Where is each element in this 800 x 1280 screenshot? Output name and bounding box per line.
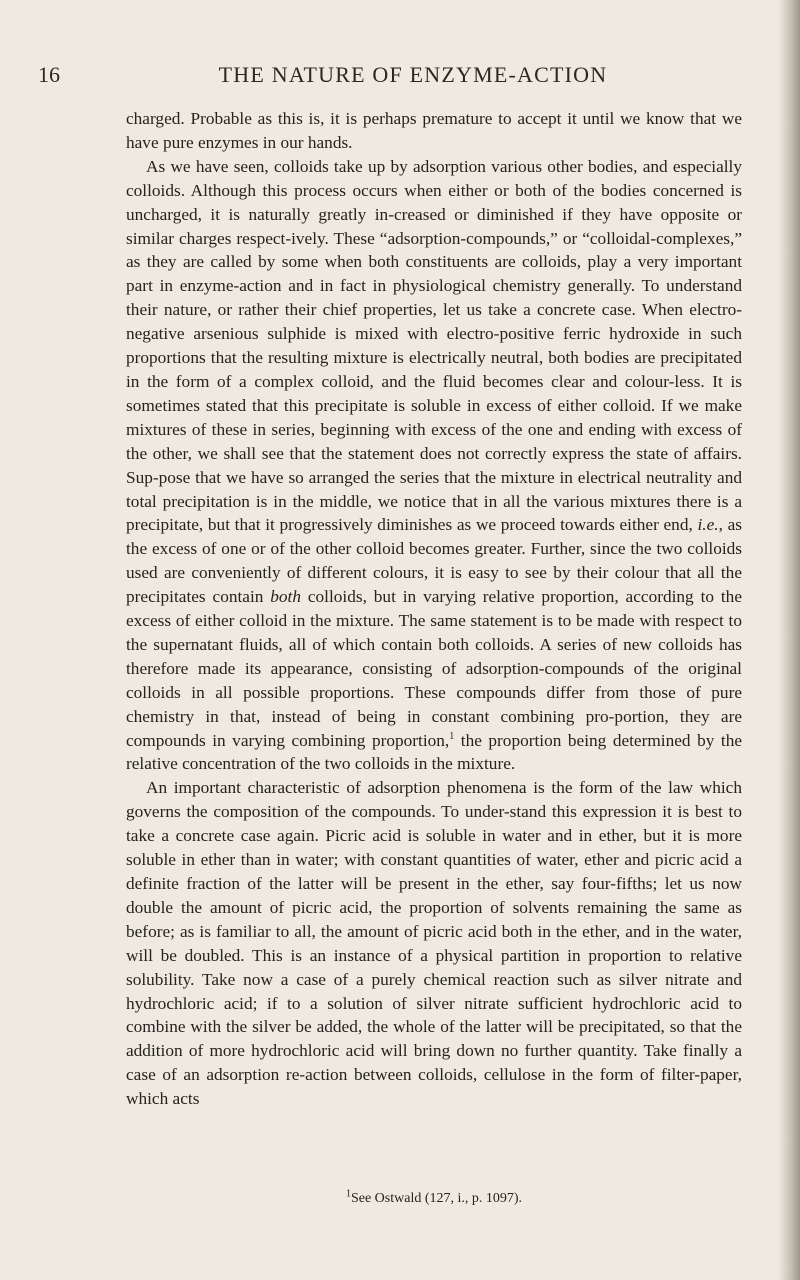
page-header [38,62,728,92]
text-segment: colloids, but in varying relative proportion, according to the excess of either colloid in the mixture. The same statement is to be made with respect to the supernatant fluids, all of which contain both colloids. A series of new colloids has therefore made its appearance, consisting of adsorption-compounds of the original colloids in all possible proportions. These compounds differ from those of pure chemistry in that, instead of being in constant combining pro-portion, they are compounds in varying combining proportion, [126,587,742,750]
text-segment: , as the excess of one or of the other colloid becomes greater. Further, since the two colloids used are conveniently of different colours, it is easy to see by their colour that all the precipitates contain [126,515,742,607]
footnote-text: See Ostwald (127, i., p. 1097). [350,1191,523,1206]
footnote [126,1188,742,1207]
page-number: 16 [38,62,60,87]
paragraph [126,155,742,777]
footnote-marker: 1 [345,1188,351,1200]
text-segment: charged. Probable as this is, it is perhaps premature to accept it until we know that we have pure enzymes in our hands. [126,109,742,152]
text-segment: i.e. [697,515,719,535]
running-head: THE NATURE OF ENZYME-ACTION [218,62,608,87]
body-text [126,107,742,1111]
page-binding-edge [778,0,800,1280]
paragraph [126,107,742,155]
text-segment: As we have seen, colloids take up by adsorption various other bodies, and especially colloids. Although this process occurs when either or both of the bodies concerned is uncharged, it is naturally greatly in-creased or diminished if they have opposite or similar charges respect-ively. These “adsorption-compounds,” or “colloidal-complexes,” as they are called by some when both constituents are colloids, play a very important part in enzyme-action and in fact in physiological chemistry generally. To understand their nature, or rather their chief properties, let us take a concrete case. When electro-negative arsenious sulphide is mixed with electro-positive ferric hydroxide in such proportions that the resulting mixture is electrically neutral, both bodies are precipitated in the form of a complex colloid, and the fluid becomes clear and colour-less. It is sometimes stated that this precipitate is soluble in excess of either colloid. If we make mixtures of these in series, beginning with excess of the one and ending with excess of the other, we shall see that the statement does not correctly express the state of affairs. Sup-pose that we have so arranged the series that the mixture in electrical neutrality and total precipitation is in the middle, we notice that in all the various mixtures there is a precipitate, but that it progressively diminishes as we proceed towards either end, [126,156,742,535]
paragraph [126,776,742,1111]
text-segment: An important characteristic of adsorption phenomena is the form of the law which governs the composition of the compounds. To under-stand this expression it is best to take a concrete case again. Picric acid is soluble in water and in ether, but it is more soluble in ether than in water; with constant quantities of water, ether and picric acid a definite fraction of the latter will be present in the ether, say four-fifths; let us now double the amount of picric acid, the proportion of solvents remaining the same as before; as is familiar to all, the amount of picric acid both in the ether, and in the water, will be doubled. This is an instance of a physical partition in proportion to relative solubility. Take now a case of a purely chemical reaction such as silver nitrate and hydrochloric acid; if to a solution of silver nitrate sufficient hydrochloric acid to combine with the silver be added, the whole of the latter will be precipitated, so that the addition of more hydrochloric acid will bring down no further quantity. Take finally a case of an adsorption re-action between colloids, cellulose in the form of filter-paper, which acts [126,778,742,1109]
text-segment: the proportion being determined by the relative concentration of the two colloids in the mixture. [126,730,742,774]
text-segment: both [270,587,301,607]
footnote-reference: 1 [449,730,455,742]
